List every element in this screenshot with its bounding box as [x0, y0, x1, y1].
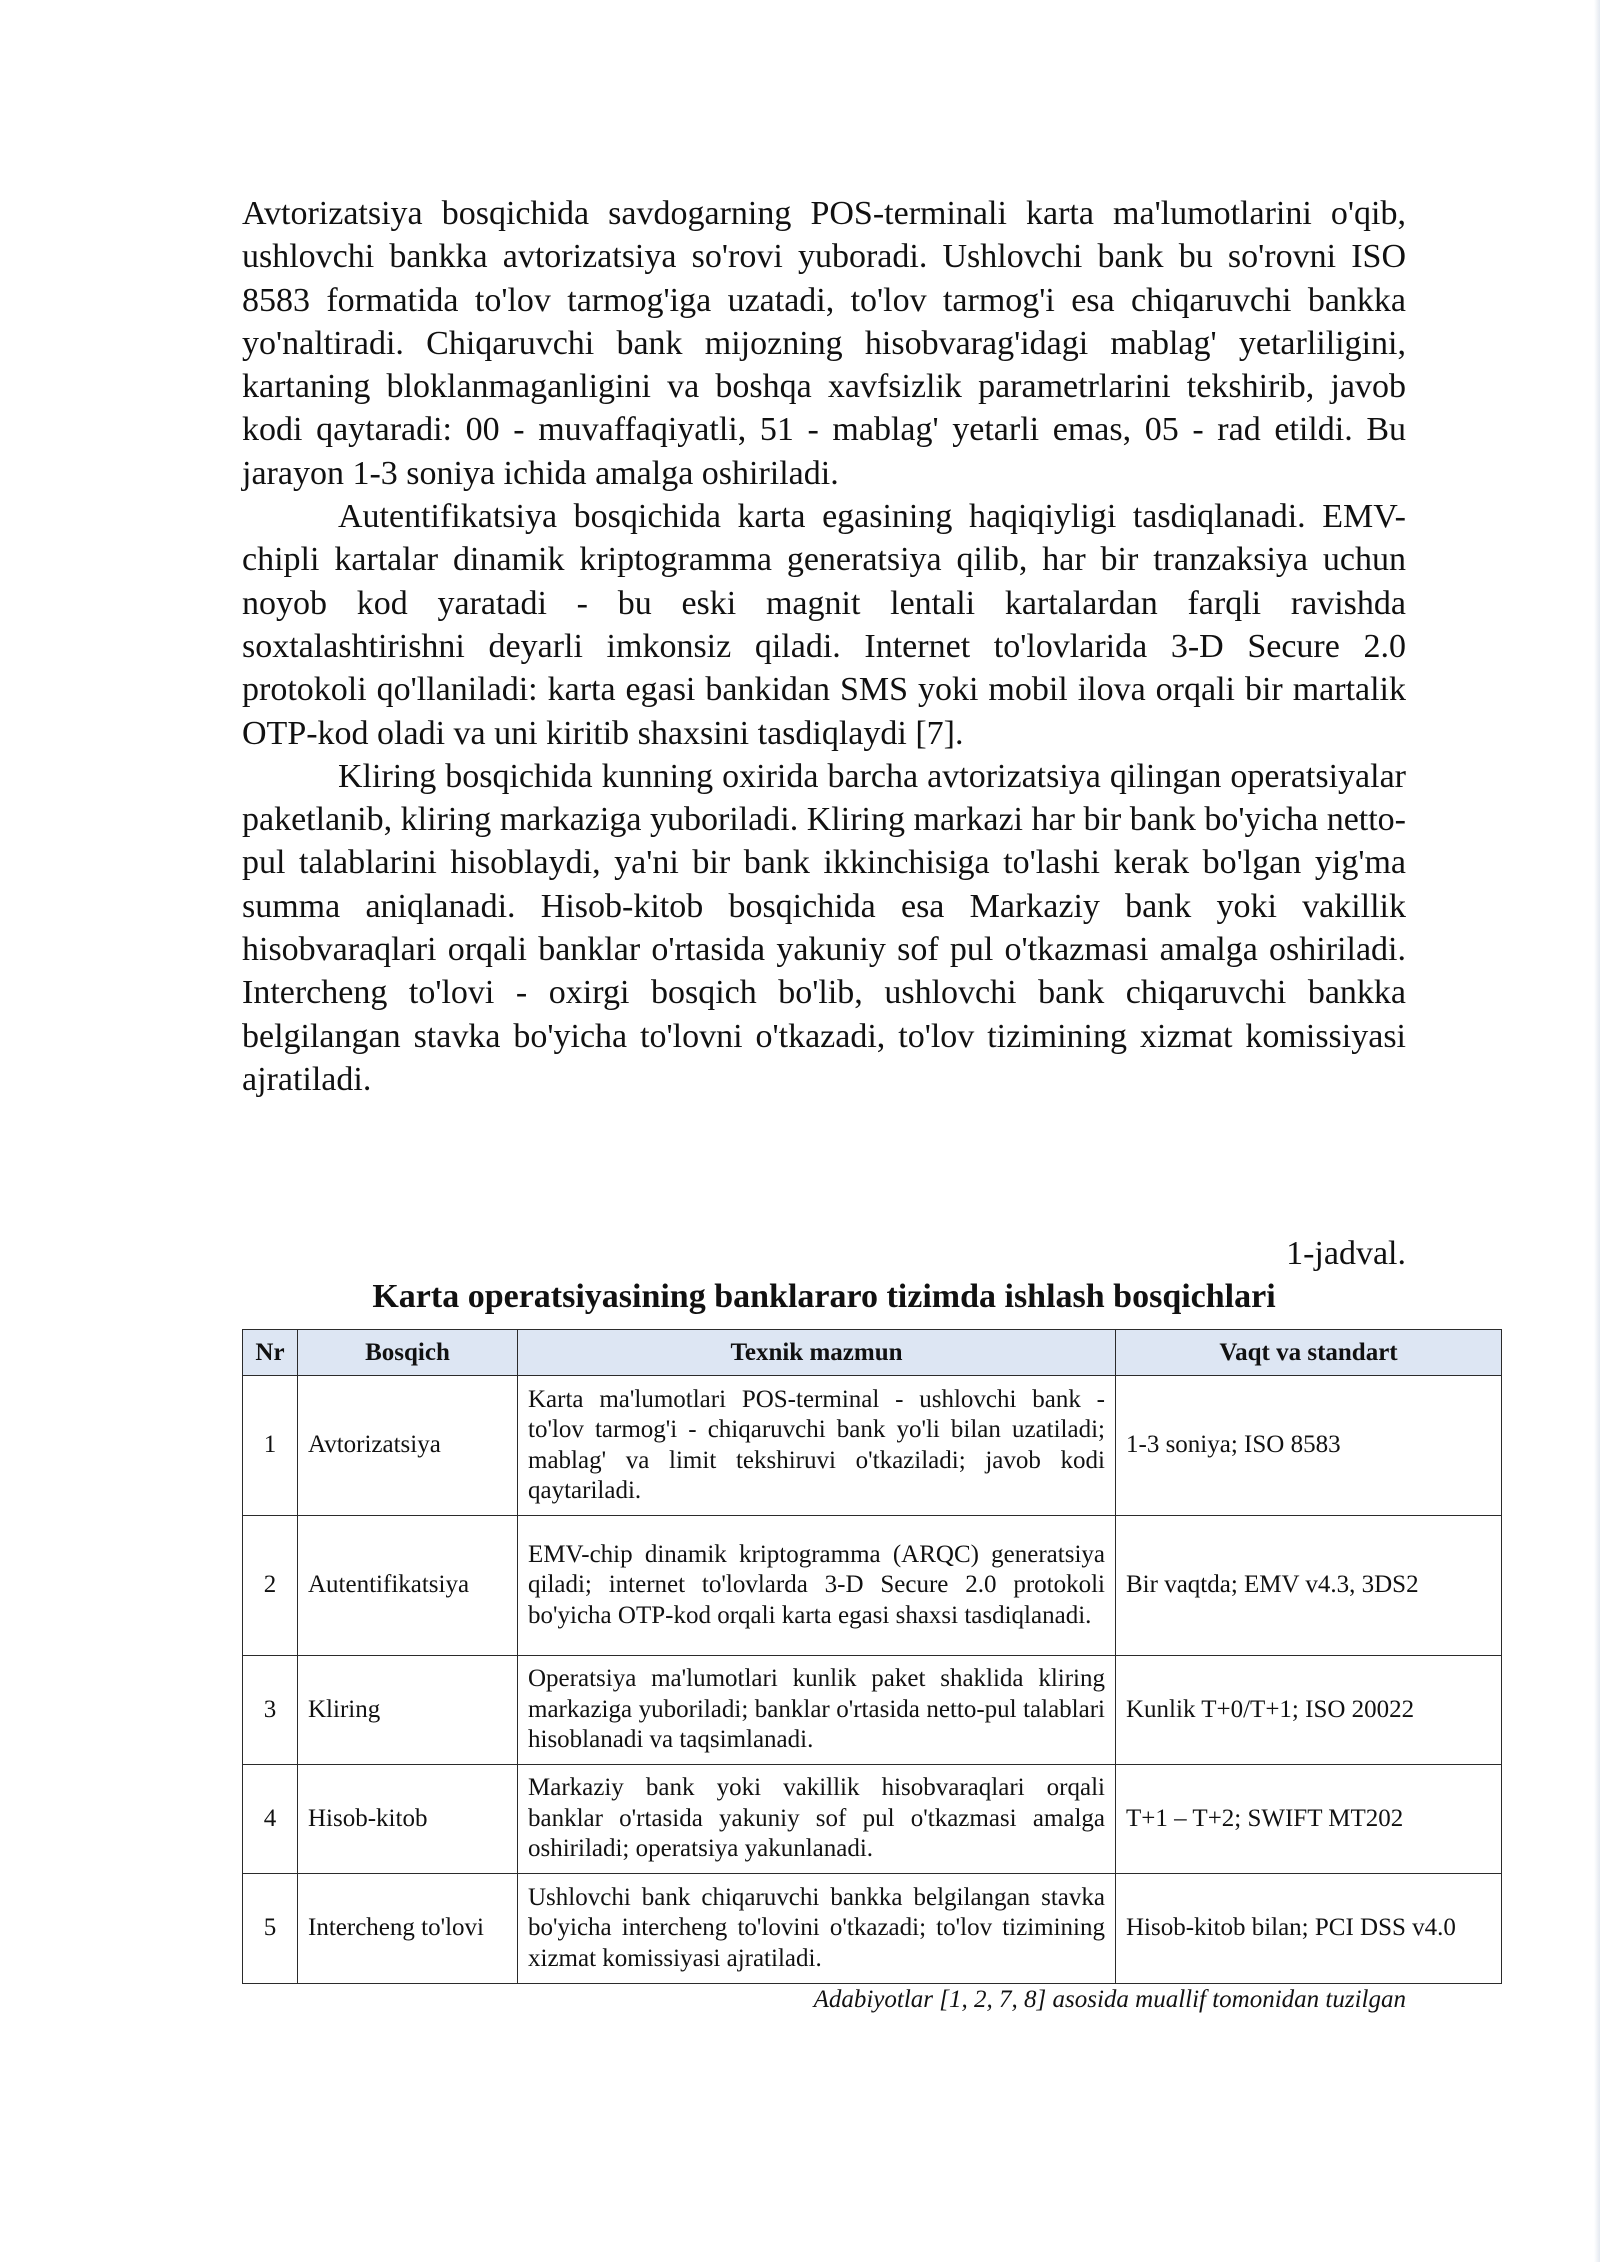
cell-time-standard: Kunlik T+0/T+1; ISO 20022 [1116, 1656, 1502, 1765]
cell-stage: Avtorizatsiya [298, 1376, 518, 1516]
table-row [243, 1656, 1502, 1765]
table-number: 1-jadval. [1286, 1235, 1406, 1272]
cell-nr: 3 [243, 1656, 298, 1765]
cell-nr: 5 [243, 1874, 298, 1984]
header-stage: Bosqich [298, 1330, 518, 1376]
cell-nr: 1 [243, 1376, 298, 1516]
cell-stage: Hisob-kitob [298, 1765, 518, 1874]
cell-technical-content: EMV-chip dinamik kriptogramma (ARQC) generatsiya qiladi; internet to'lovlarda 3-D Secure 2.0 protokoli bo'yicha OTP-kod orqali karta egasi shaxsi tasdiqlanadi. [518, 1516, 1116, 1656]
header-nr: Nr [243, 1330, 298, 1376]
table-source-note: Adabiyotlar [1, 2, 7, 8] asosida muallif tomonidan tuzilgan [813, 1986, 1406, 2013]
cell-technical-content: Ushlovchi bank chiqaruvchi bankka belgilangan stavka bo'yicha intercheng to'lovini o'tkazadi; to'lov tizimining xizmat komissiyasi ajratiladi. [518, 1874, 1116, 1984]
cell-nr: 4 [243, 1765, 298, 1874]
cell-stage: Autentifikatsiya [298, 1516, 518, 1656]
table-row [243, 1874, 1502, 1984]
cell-time-standard: Bir vaqtda; EMV v4.3, 3DS2 [1116, 1516, 1502, 1656]
table-row [243, 1376, 1502, 1516]
cell-nr: 2 [243, 1516, 298, 1656]
cell-technical-content: Karta ma'lumotlari POS-terminal - ushlovchi bank - to'lov tarmog'i - chiqaruvchi bank yo'li bilan uzatiladi; mablag' va limit tekshiruvi o'tkaziladi; javob kodi qaytariladi. [518, 1376, 1116, 1516]
cell-time-standard: 1-3 soniya; ISO 8583 [1116, 1376, 1502, 1516]
cell-technical-content: Operatsiya ma'lumotlari kunlik paket shaklida kliring markaziga yuboriladi; banklar o'rtasida netto-pul talablari hisoblanadi va taqsimlanadi. [518, 1656, 1116, 1765]
body-text [242, 192, 1406, 1101]
header-time-standard: Vaqt va standart [1116, 1330, 1502, 1376]
header-technical-content: Texnik mazmun [518, 1330, 1116, 1376]
paragraph-authentication: Autentifikatsiya bosqichida karta egasining haqiqiyligi tasdiqlanadi. EMV-chipli kartalar dinamik kriptogramma generatsiya qilib, har bir tranzaksiya uchun noyob kod yaratadi - bu eski magnit lentali kartalardan farqli ravishda soxtalashtirishni deyarli imkonsiz qiladi. Internet to'lovlarida 3-D Secure 2.0 protokoli qo'llaniladi: karta egasi bankidan SMS yoki mobil ilova orqali bir martalik OTP-kod oladi va uni kiritib shaxsini tasdiqlaydi [7]. [242, 498, 1406, 752]
stages-table [242, 1329, 1502, 1984]
cell-technical-content: Markaziy bank yoki vakillik hisobvaraqlari orqali banklar o'rtasida yakuniy sof pul o'tkazmasi amalga oshiriladi; operatsiya yakunlanadi. [518, 1765, 1116, 1874]
table-title: Karta operatsiyasining banklararo tizimda ishlash bosqichlari [372, 1278, 1276, 1315]
table-row [243, 1516, 1502, 1656]
page-edge-shadow [1594, 0, 1600, 2262]
table-header-row [243, 1330, 1502, 1376]
cell-stage: Intercheng to'lovi [298, 1874, 518, 1984]
cell-time-standard: T+1 – T+2; SWIFT MT202 [1116, 1765, 1502, 1874]
cell-stage: Kliring [298, 1656, 518, 1765]
paragraph-authorization: Avtorizatsiya bosqichida savdogarning POS-terminali karta ma'lumotlarini o'qib, ushlovchi bankka avtorizatsiya so'rovi yuboradi. Ushlovchi bank bu so'rovni ISO 8583 formatida to'lov tarmog'iga uzatadi, to'lov tarmog'i esa chiqaruvchi bankka yo'naltiradi. Chiqaruvchi bank mijozning hisobvarag'idagi mablag' yetarliligini, kartaning bloklanmaganligini va boshqa xavfsizlik parametrlarini tekshirib, javob kodi qaytaradi: 00 - muvaffaqiyatli, 51 - mablag' yetarli emas, 05 - rad etildi. Bu jarayon 1-3 soniya ichida amalga oshiriladi. [242, 195, 1406, 492]
paragraph-clearing: Kliring bosqichida kunning oxirida barcha avtorizatsiya qilingan operatsiyalar paketlanib, kliring markaziga yuboriladi. Kliring markazi har bir bank bo'yicha netto-pul talablarini hisoblaydi, ya'ni bir bank ikkinchisiga to'lashi kerak bo'lgan yig'ma summa aniqlanadi. Hisob-kitob bosqichida esa Markaziy bank yoki vakillik hisobvaraqlari orqali banklar o'rtasida yakuniy sof pul o'tkazmasi amalga oshiriladi. Intercheng to'lovi - oxirgi bosqich bo'lib, ushlovchi bank chiqaruvchi bankka belgilangan stavka bo'yicha to'lovni o'tkazadi, to'lov tizimining xizmat komissiyasi ajratiladi. [242, 757, 1406, 1098]
table-row [243, 1765, 1502, 1874]
cell-time-standard: Hisob-kitob bilan; PCI DSS v4.0 [1116, 1874, 1502, 1984]
